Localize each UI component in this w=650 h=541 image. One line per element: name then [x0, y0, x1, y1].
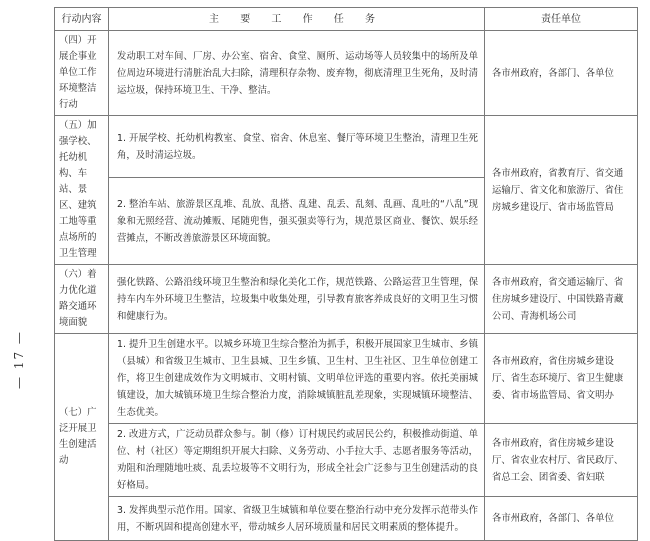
task-cell: 1. 提升卫生创建水平。以城乡环境卫生综合整治为抓手，积极开展国家卫生城市、乡镇（县城）和省级卫生城市、卫生县城、卫生乡镇、卫生村、卫生社区、卫生单位创建工作，将卫生创建成效作为文明城市、文明村镇、文明单位评选的重要内容。依托美丽城镇建设，加大城镇环境卫生综合整治力度，消除城镇脏乱差现象，实现城镇环境整洁、生态优美。 [109, 334, 485, 424]
unit-cell: 各市州政府，省住房城乡建设厅、省农业农村厅、省民政厅、省总工会、团省委、省妇联 [485, 424, 638, 497]
action-cell: （四）开展企事业单位工作环境整洁行动 [55, 31, 109, 116]
task-table [54, 7, 638, 541]
table-row [55, 31, 638, 116]
table-row [55, 497, 638, 541]
page-number: — 17 — [12, 330, 26, 390]
header-action: 行动内容 [55, 8, 109, 31]
unit-cell: 各市州政府，省交通运输厅、省住房城乡建设厅、中国铁路青藏公司、青海机场公司 [485, 265, 638, 334]
task-cell: 发动职工对车间、厂房、办公室、宿舍、食堂、厕所、运动场等人员较集中的场所及单位周边环境进行清脏治乱大扫除，清理积存杂物、废弃物，彻底清理卫生死角，及时清运垃圾，保持环境卫生、干净、整洁。 [109, 31, 485, 116]
unit-cell: 各市州政府，省教育厅、省交通运输厅、省文化和旅游厅、省住房城乡建设厅、省市场监管局 [485, 116, 638, 265]
table-row [55, 334, 638, 424]
task-cell: 2. 整治车站、旅游景区乱堆、乱放、乱搭、乱建、乱丢、乱刻、乱画、乱吐的“八乱”现象和无照经营、流动摊贩、尾随兜售，强买强卖等行为，规范景区商业、餐饮、娱乐经营摊点，不断改善旅游景区环境面貌。 [109, 178, 485, 265]
action-cell: （六）着力优化道路交通环境面貌 [55, 265, 109, 334]
header-unit: 责任单位 [485, 8, 638, 31]
task-cell: 2. 改进方式，广泛动员群众参与。制（修）订村规民约或居民公约，积极推动街道、单位、村（社区）等定期组织开展大扫除、义务劳动、小手拉大手、志愿者服务等活动，劝阻和治理随地吐痰、乱丢垃圾等不文明行为，形成全社会广泛参与卫生创建活动的良好格局。 [109, 424, 485, 497]
task-cell: 强化铁路、公路沿线环境卫生整治和绿化美化工作，规范铁路、公路运营卫生管理，保持车内车外环境卫生整洁，垃圾集中收集处理，引导教育旅客养成良好的文明卫生习惯和健康行为。 [109, 265, 485, 334]
header-row [55, 8, 638, 31]
unit-cell: 各市州政府，各部门、各单位 [485, 497, 638, 541]
task-cell: 1. 开展学校、托幼机构教室、食堂、宿舍、休息室、餐厅等环境卫生整治，清理卫生死角，及时清运垃圾。 [109, 116, 485, 178]
unit-cell: 各市州政府，省住房城乡建设厅、省生态环境厅、省卫生健康委、省市场监管局、省文明办 [485, 334, 638, 424]
unit-cell: 各市州政府，各部门、各单位 [485, 31, 638, 116]
table-row [55, 424, 638, 497]
table-row [55, 265, 638, 334]
header-tasks: 主 要 工 作 任 务 [109, 8, 485, 31]
action-cell: （五）加强学校、托幼机构、车站、景区、建筑工地等重点场所的卫生管理 [55, 116, 109, 265]
task-cell: 3. 发挥典型示范作用。国家、省级卫生城镇和单位要在整治行动中充分发挥示范带头作用，不断巩固和提高创建水平，带动城乡人居环境质量和居民文明素质的整体提升。 [109, 497, 485, 541]
action-cell: （七）广泛开展卫生创建活动 [55, 334, 109, 541]
table-row [55, 116, 638, 178]
